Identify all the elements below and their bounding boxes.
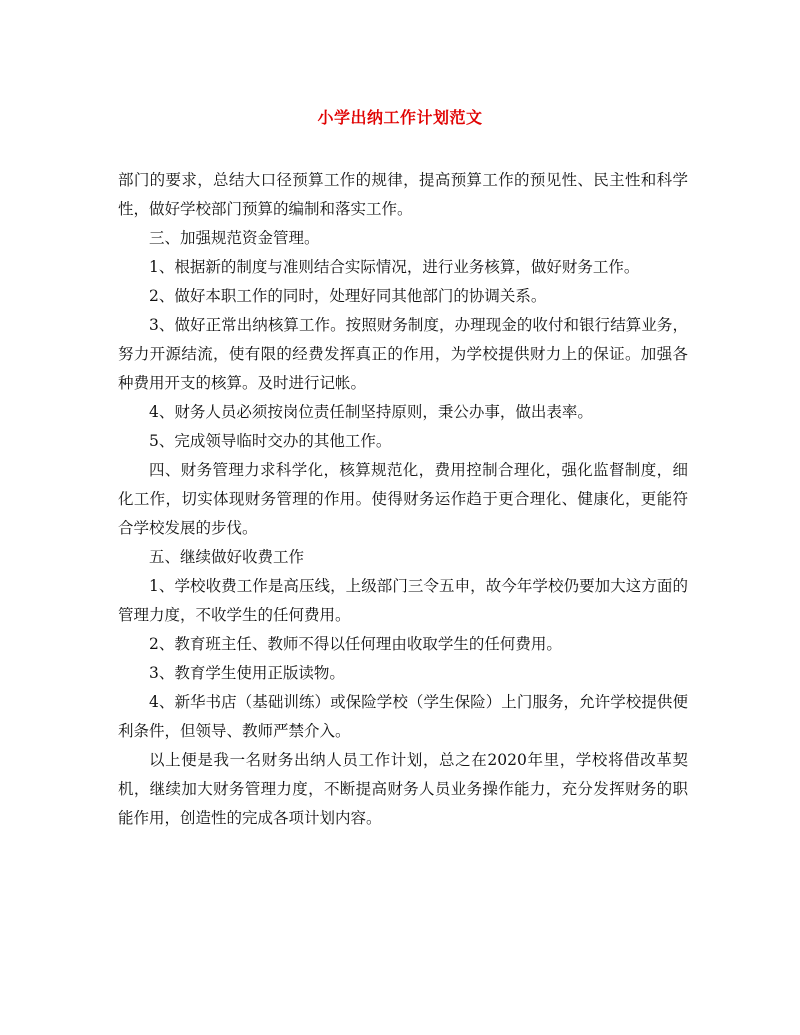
paragraph: 4、新华书店（基础训练）或保险学校（学生保险）上门服务，允许学校提供便利条件，但领导、教师严禁介入。 [118, 693, 688, 740]
paragraph: 1、学校收费工作是高压线，上级部门三令五申，故今年学校仍要加大这方面的管理力度，不收学生的任何费用。 [118, 577, 688, 624]
paragraph: 3、教育学生使用正版读物。 [149, 664, 345, 682]
paragraph: 3、做好正常出纳核算工作。按照财务制度，办理现金的收付和银行结算业务，努力开源结流，使有限的经费发挥真正的作用，为学校提供财力上的保证。加强各种费用开支的核算。及时进行记帐。 [118, 316, 688, 392]
paragraph: 三、加强规范资金管理。 [149, 229, 320, 247]
paragraph: 5、完成领导临时交办的其他工作。 [149, 432, 392, 450]
paragraph: 部门的要求，总结大口径预算工作的规律，提高预算工作的预见性、民主性和科学性，做好学校部门预算的编制和落实工作。 [118, 171, 688, 218]
paragraph: 五、继续做好收费工作 [149, 548, 305, 566]
document-body [118, 166, 688, 833]
document-title: 小学出纳工作计划范文 [317, 108, 483, 127]
paragraph: 以上便是我一名财务出纳人员工作计划，总之在2020年里，学校将借改革契机，继续加大财务管理力度，不断提高财务人员业务操作能力，充分发挥财务的职能作用，创造性的完成各项计划内容。 [118, 751, 688, 827]
paragraph: 4、财务人员必须按岗位责任制坚持原则，秉公办事，做出表率。 [149, 403, 593, 421]
paragraph: 2、教育班主任、教师不得以任何理由收取学生的任何费用。 [149, 635, 562, 653]
paragraph: 四、财务管理力求科学化，核算规范化，费用控制合理化，强化监督制度，细化工作，切实体现财务管理的作用。使得财务运作趋于更合理化、健康化，更能符合学校发展的步伐。 [118, 461, 688, 537]
paragraph: 2、做好本职工作的同时，处理好同其他部门的协调关系。 [149, 287, 547, 305]
paragraph: 1、根据新的制度与准则结合实际情况，进行业务核算，做好财务工作。 [149, 258, 640, 276]
